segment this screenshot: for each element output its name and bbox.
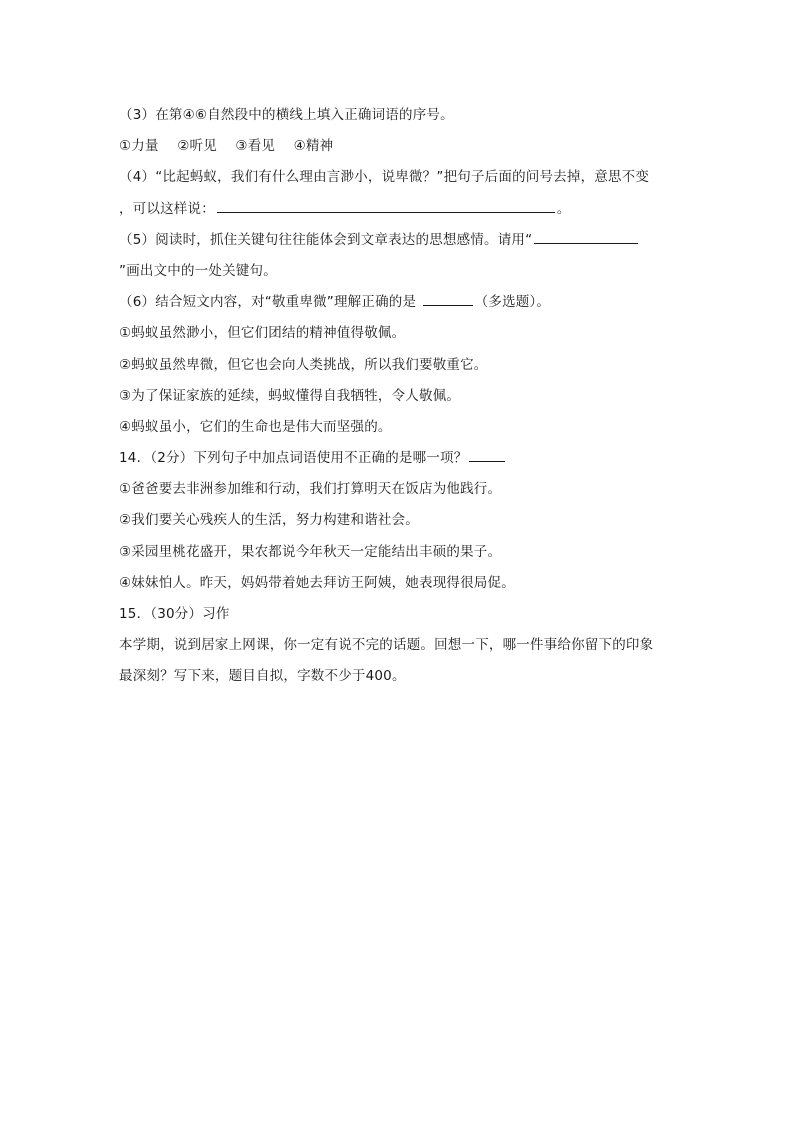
q13-part6-choice-1: ①蚂蚁虽然渺小，但它们团结的精神值得敬佩。 (119, 325, 406, 342)
q13-part6-prompt (119, 287, 684, 318)
q13-part5-prompt-text: （5）阅读时，抓住关键句往往能体会到文章表达的思想感情。请用“ (119, 231, 533, 248)
option-4: ④精神 (293, 138, 334, 155)
q13-part3-options (119, 131, 684, 162)
q14-choice-1: ①爸爸要去非洲参加维和行动，我们打算明天在饭店为他践行。 (119, 481, 502, 498)
answer-blank[interactable] (469, 447, 505, 462)
q13-part6-choice-3: ③为了保证家族的延续，蚂蚁懂得自我牺牲，令人敬佩。 (119, 387, 461, 404)
q13-part5-prompt (119, 225, 684, 256)
q13-part4-cont-suffix: 。 (556, 200, 571, 217)
q15-text-line-2: 最深刻？写下来，题目自拟，字数不少于400。 (119, 668, 406, 685)
q13-part5-cont: ”画出文中的一处关键句。 (119, 262, 277, 279)
q15-text-line-1: 本学期，说到居家上网课，你一定有说不完的话题。回想一下，哪一件事给你留下的印象 (119, 637, 654, 654)
q13-part6-prompt-text: （6）结合短文内容，对“敬重卑微”理解正确的是 (119, 294, 421, 311)
q13-part4-cont-prefix: ，可以这样说： (119, 200, 215, 217)
q13-part4-prompt: （4）“比起蚂蚁，我们有什么理由言渺小，说卑微？”把句子后面的问号去掉，意思不变 (119, 169, 650, 186)
question-content (119, 100, 684, 693)
q14-prompt (119, 443, 684, 474)
q14-choice-3: ③采园里桃花盛开，果农都说今年秋天一定能结出丰硕的果子。 (119, 543, 502, 560)
option-2: ②听见 (177, 138, 217, 155)
underline-sample-blank (534, 229, 638, 244)
answer-blank[interactable] (423, 291, 473, 306)
q14-prompt-text: 14．（2分）下列句子中加点词语使用不正确的是哪一项？ (119, 450, 468, 467)
q13-part3-prompt: （3）在第④⑥自然段中的横线上填入正确词语的序号。 (119, 107, 454, 123)
option-1: ①力量 (119, 138, 159, 155)
answer-blank[interactable] (217, 198, 555, 213)
q13-part4-answer-line (119, 194, 684, 225)
q13-part6-choice-4: ④蚂蚁虽小，它们的生命也是伟大而坚强的。 (119, 418, 392, 435)
q13-part6-choice-2: ②蚂蚁虽然卑微，但它也会向人类挑战，所以我们要敬重它。 (119, 356, 488, 373)
q14-choice-2: ②我们要关心残疾人的生活，努力构建和谐社会。 (119, 512, 420, 529)
q14-choice-4: ④妹妹怕人。昨天，妈妈带着她去拜访王阿姨，她表现得很局促。 (119, 574, 515, 591)
q13-part6-prompt-suffix: （多选题）。 (474, 294, 551, 311)
q15-prompt: 15．（30分）习作 (119, 606, 230, 622)
option-3: ③看见 (235, 138, 276, 155)
